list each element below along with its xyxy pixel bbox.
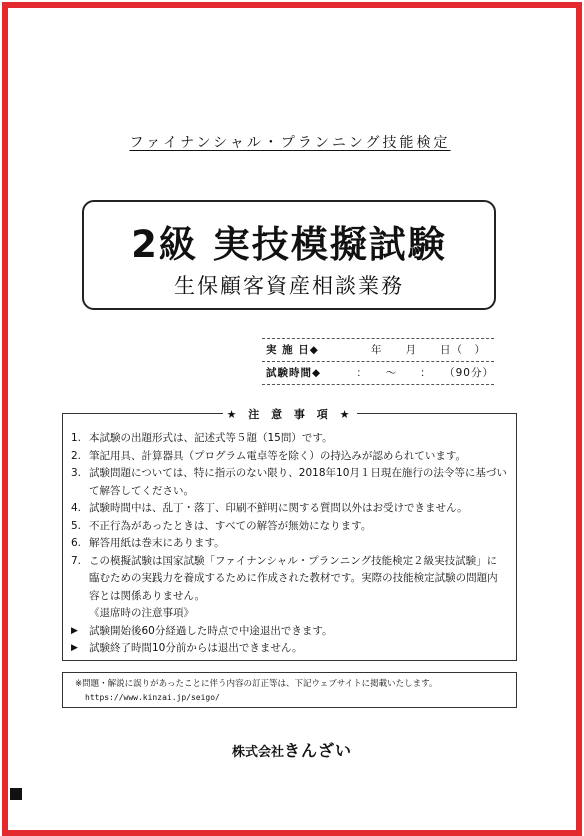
notice-text: 筆記用具、計算器具（プログラム電卓等を除く）の持込みが認められています。: [89, 449, 467, 462]
notice-item: [71, 553, 507, 606]
notice-text: 本試験の出題形式は、記述式等５題（15問）です。: [89, 432, 333, 444]
errata-link[interactable]: https://www.kinzai.jp/seigo/: [85, 693, 220, 702]
corner-mark: [10, 788, 22, 800]
title-box: [82, 200, 496, 310]
triangle-bullet-icon: ▶: [71, 625, 78, 636]
leave-rule-item: [71, 640, 507, 658]
notice-number: 6.: [71, 537, 82, 549]
errata-box: [62, 672, 517, 708]
notice-text: 試験問題については、特に指示のない限り、2018年10月１日現在施行の法令等に基づいて解答してください。: [89, 467, 507, 497]
notice-text: この模擬試験は国家試験「ファイナンシャル・プランニング技能検定２級実技試験」に臨むための実践力を養成するために作成された教材です。実際の技能検定試験の問題内容とは関係ありません。: [89, 554, 498, 602]
exam-series-heading: ファイナンシャル・プランニング技能検定: [129, 135, 451, 151]
notice-number: 4.: [71, 502, 82, 514]
notice-number: 2.: [71, 449, 82, 462]
time-value: ： ～ ： （90分）: [344, 367, 494, 379]
exam-info-table: [262, 338, 494, 385]
notice-number: 3.: [71, 467, 82, 479]
leave-rule-text: 試験開始後60分経過した時点で中途退出できます。: [89, 624, 333, 637]
errata-text: ※問題・解説に誤りがあったことに伴う内容の訂正等は、下記ウェブサイトに掲載いたします。: [75, 679, 438, 689]
notice-box: [62, 408, 517, 661]
notice-number: 1.: [71, 432, 82, 444]
publisher: [0, 738, 584, 761]
leave-rules-title: 《退席時の注意事項》: [89, 607, 194, 619]
notice-item: [71, 518, 507, 536]
leave-rule-item: [71, 623, 507, 641]
notice-header: ★ 注 意 事 項 ★: [223, 406, 357, 422]
notice-text: 試験時間中は、乱丁・落丁、印刷不鮮明に関する質問以外はお受けできません。: [89, 502, 468, 514]
date-row: [262, 338, 494, 361]
triangle-bullet-icon: ▶: [71, 643, 78, 653]
notice-text: 不正行為があったときは、すべての解答が無効になります。: [89, 519, 372, 532]
notice-item: [71, 535, 507, 553]
notice-text: 解答用紙は巻末にあります。: [89, 537, 225, 549]
date-label: 実 施 日◆: [266, 344, 319, 356]
date-value: 年 月 日（ ）: [348, 344, 486, 356]
notice-item: [71, 448, 507, 466]
leave-rule-text: 試験終了時間10分前からは退出できません。: [89, 642, 303, 654]
time-row: [262, 361, 494, 385]
page-title: 2級 実技模擬試験: [131, 223, 447, 266]
notice-item: [71, 500, 507, 518]
publisher-logo: きんざい: [284, 741, 353, 760]
time-label: 試験時間◆: [266, 367, 322, 379]
notice-item: [71, 465, 507, 500]
notice-list: [71, 430, 507, 658]
notice-number: 7.: [71, 554, 82, 567]
publisher-prefix: 株式会社: [231, 745, 284, 760]
notice-item: [71, 430, 507, 448]
notice-number: 5.: [71, 519, 82, 532]
exam-subject: 生保顧客資産相談業務: [174, 274, 404, 298]
